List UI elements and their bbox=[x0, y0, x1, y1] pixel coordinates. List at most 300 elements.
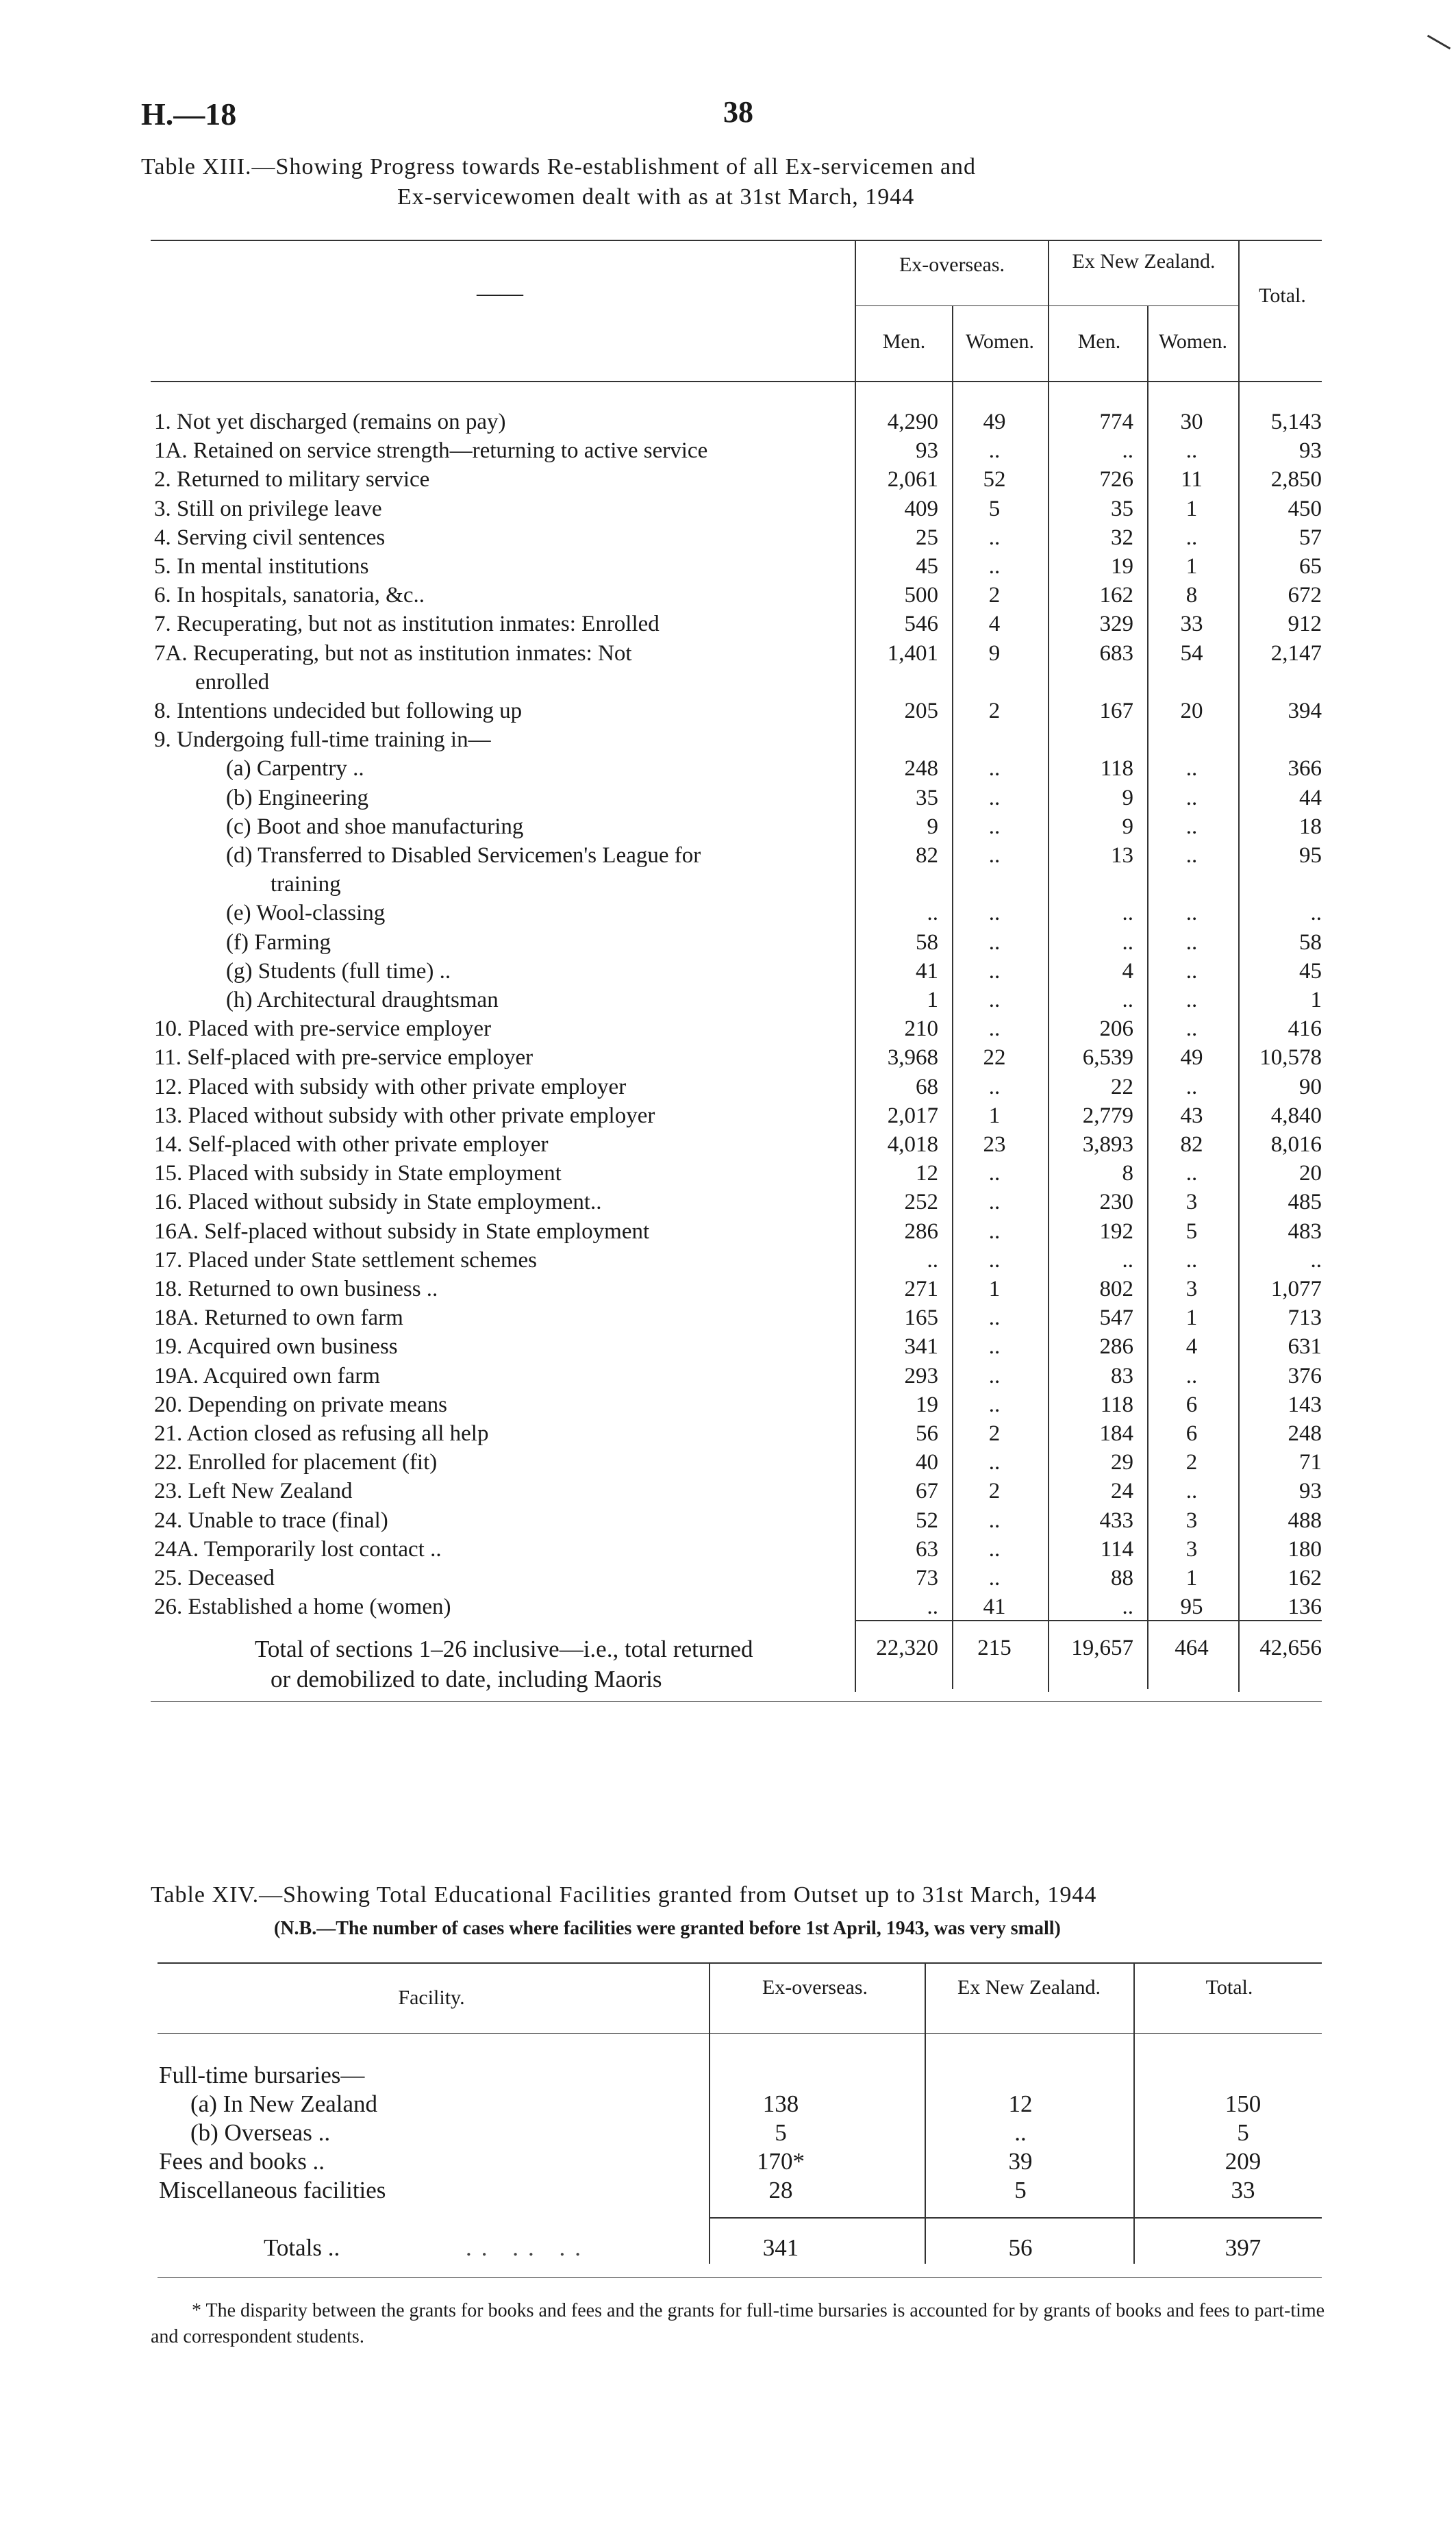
row-value: .. bbox=[988, 1334, 1001, 1360]
row-label: 20. Depending on private means bbox=[154, 1392, 447, 1417]
row-value: 1 bbox=[927, 988, 938, 1012]
row-value: 3 bbox=[1185, 1277, 1198, 1301]
total-men-overseas: 22,320 bbox=[876, 1636, 938, 1660]
table14-title: Table XIV.—Showing Total Educational Facilities granted from Outset up to 31st March, 1944 bbox=[151, 1882, 1097, 1908]
row-label: Fees and books .. bbox=[159, 2148, 325, 2175]
row-label: 1. Not yet discharged (remains on pay) bbox=[154, 410, 506, 434]
table-row bbox=[0, 1190, 1456, 1219]
table14-totals-label: Totals .. bbox=[264, 2234, 340, 2261]
row-label: 2. Returned to military service bbox=[154, 467, 430, 492]
row-value: 67 bbox=[916, 1479, 938, 1504]
row-value: 329 bbox=[1099, 612, 1133, 637]
row-value: 63 bbox=[916, 1536, 938, 1562]
table-row bbox=[0, 1219, 1456, 1248]
row-value: .. bbox=[988, 1161, 1001, 1186]
row-value: .. bbox=[1185, 958, 1198, 984]
table14-head-overseas: Ex-overseas. bbox=[762, 1976, 868, 1999]
row-value: 43 bbox=[1180, 1103, 1203, 1128]
row-value: 4,290 bbox=[887, 410, 938, 434]
row-value: 167 bbox=[1099, 699, 1133, 723]
total-women-nz: 464 bbox=[1175, 1636, 1209, 1660]
row-value: 248 bbox=[1288, 1421, 1322, 1446]
table-row bbox=[0, 1364, 1456, 1392]
row-value: 485 bbox=[1288, 1190, 1322, 1215]
row-value: 802 bbox=[1099, 1277, 1133, 1301]
table13-bottom-rule bbox=[151, 1701, 1322, 1702]
row-value: .. bbox=[1185, 1074, 1198, 1099]
row-value: 71 bbox=[1299, 1450, 1322, 1475]
table-row bbox=[0, 843, 1456, 872]
row-value: 341 bbox=[904, 1334, 938, 1360]
row-value: 35 bbox=[916, 785, 938, 810]
row-value: 9 bbox=[1122, 814, 1133, 839]
row-value: 1 bbox=[988, 1103, 1001, 1128]
row-label: 7. Recuperating, but not as institution inmates: Enrolled bbox=[154, 612, 660, 637]
row-label: (c) Boot and shoe manufacturing bbox=[226, 814, 524, 839]
row-value: 376 bbox=[1288, 1363, 1322, 1388]
row-value: 8 bbox=[1122, 1161, 1133, 1186]
row-value: 3,968 bbox=[887, 1045, 938, 1071]
row-label: 26. Established a home (women) bbox=[154, 1595, 451, 1620]
table-row bbox=[0, 1537, 1456, 1566]
table-row bbox=[0, 2090, 1456, 2121]
table-row bbox=[0, 612, 1456, 640]
table13-header-rule bbox=[151, 381, 1322, 382]
row-value: 138 bbox=[762, 2090, 799, 2117]
row-value: .. bbox=[988, 785, 1001, 810]
row-value: .. bbox=[988, 1247, 1001, 1273]
row-label: enrolled bbox=[195, 669, 270, 695]
row-value: 88 bbox=[1111, 1566, 1133, 1590]
row-label: 16A. Self-placed without subsidy in State employment bbox=[154, 1219, 650, 1244]
table-row bbox=[0, 1132, 1456, 1161]
row-value: .. bbox=[1185, 756, 1198, 782]
row-value: 252 bbox=[904, 1190, 938, 1215]
row-value: 4,018 bbox=[887, 1132, 938, 1157]
row-label: Full-time bursaries— bbox=[159, 2062, 365, 2088]
row-label: 11. Self-placed with pre-service employer bbox=[154, 1045, 534, 1071]
row-value: 547 bbox=[1099, 1306, 1133, 1331]
row-value: 5,143 bbox=[1270, 410, 1322, 434]
table14-top-rule bbox=[158, 1962, 1322, 1964]
row-value: .. bbox=[927, 1595, 938, 1620]
table14-note: (N.B.—The number of cases where facilities were granted before 1st April, 1943, was very small) bbox=[274, 1918, 1061, 1939]
row-label: 4. Serving civil sentences bbox=[154, 525, 386, 550]
table13-stub-dash: —— bbox=[477, 281, 523, 306]
row-value: 118 bbox=[1100, 1392, 1133, 1417]
row-value: .. bbox=[1185, 1016, 1198, 1042]
table13-top-rule bbox=[151, 240, 1322, 241]
row-value: 206 bbox=[1099, 1016, 1133, 1042]
row-value: 41 bbox=[983, 1595, 1006, 1620]
row-value: 1 bbox=[1185, 1566, 1198, 1590]
row-value: 450 bbox=[1288, 496, 1322, 521]
row-label: 3. Still on privilege leave bbox=[154, 496, 382, 521]
row-value: 44 bbox=[1299, 785, 1322, 810]
row-value: 2 bbox=[1185, 1450, 1198, 1475]
table-row bbox=[0, 727, 1456, 756]
table-row bbox=[0, 1248, 1456, 1277]
row-value: 1 bbox=[1185, 554, 1198, 579]
table13-title-line1: Table XIII.—Showing Progress towards Re-establishment of all Ex-servicemen and bbox=[141, 154, 977, 179]
total-men-nz: 19,657 bbox=[1071, 1636, 1133, 1660]
table-row bbox=[0, 1306, 1456, 1334]
row-value: 22 bbox=[983, 1045, 1006, 1071]
row-value: 192 bbox=[1099, 1219, 1133, 1244]
table-row bbox=[0, 1392, 1456, 1421]
table-row bbox=[0, 438, 1456, 467]
row-value: 631 bbox=[1288, 1334, 1322, 1360]
table-row bbox=[0, 1566, 1456, 1595]
row-label: (b) Overseas .. bbox=[190, 2119, 331, 2146]
row-value: .. bbox=[1185, 1363, 1198, 1388]
row-label: (d) Transferred to Disabled Servicemen's League for bbox=[226, 843, 701, 868]
row-value: 49 bbox=[1180, 1045, 1203, 1071]
row-label: 23. Left New Zealand bbox=[154, 1479, 353, 1504]
row-label: 15. Placed with subsidy in State employment bbox=[154, 1161, 562, 1186]
table-row bbox=[0, 1595, 1456, 1623]
row-value: 286 bbox=[1099, 1334, 1133, 1360]
row-value: 205 bbox=[904, 699, 938, 723]
row-value: .. bbox=[1185, 785, 1198, 810]
row-value: 29 bbox=[1111, 1450, 1133, 1475]
row-value: 4 bbox=[988, 612, 1001, 637]
row-value: .. bbox=[988, 1508, 1001, 1533]
row-value: .. bbox=[1310, 901, 1322, 926]
row-value: .. bbox=[1122, 901, 1133, 926]
row-value: .. bbox=[1014, 2119, 1027, 2146]
row-value: 136 bbox=[1288, 1595, 1322, 1620]
row-value: .. bbox=[988, 1566, 1001, 1590]
row-label: 9. Undergoing full-time training in— bbox=[154, 727, 491, 753]
row-value: 2,850 bbox=[1270, 467, 1322, 492]
table-row bbox=[0, 2177, 1456, 2207]
row-value: 433 bbox=[1099, 1508, 1133, 1533]
row-value: 56 bbox=[916, 1421, 938, 1446]
row-label: 18A. Returned to own farm bbox=[154, 1306, 403, 1331]
row-value: 1 bbox=[1310, 988, 1322, 1012]
row-value: 209 bbox=[1225, 2148, 1262, 2175]
table-row bbox=[0, 1016, 1456, 1045]
row-value: .. bbox=[988, 843, 1001, 868]
table14-footnote: * The disparity between the grants for books and fees and the grants for full-time bursaries is accounted for by grants of books and fees to part-time and correspondent students. bbox=[151, 2300, 1325, 2347]
row-value: .. bbox=[1185, 1247, 1198, 1273]
row-value: 2 bbox=[988, 1479, 1001, 1504]
row-value: 483 bbox=[1288, 1219, 1322, 1244]
row-value: .. bbox=[1185, 438, 1198, 464]
row-value: 93 bbox=[1299, 438, 1322, 464]
row-value: .. bbox=[1185, 1479, 1198, 1504]
row-value: 210 bbox=[904, 1016, 938, 1042]
table-row bbox=[0, 1421, 1456, 1450]
row-value: 114 bbox=[1100, 1536, 1133, 1562]
row-value: 500 bbox=[904, 583, 938, 608]
row-value: 488 bbox=[1288, 1508, 1322, 1533]
row-label: (b) Engineering bbox=[226, 785, 369, 810]
row-value: 19 bbox=[1111, 554, 1133, 579]
row-value: 409 bbox=[904, 496, 938, 521]
row-value: 4 bbox=[1122, 958, 1133, 984]
row-value: 2 bbox=[988, 699, 1001, 723]
table-row bbox=[0, 988, 1456, 1016]
row-value: 49 bbox=[983, 410, 1006, 434]
table-row bbox=[0, 497, 1456, 525]
row-value: .. bbox=[1185, 901, 1198, 926]
row-value: .. bbox=[1185, 843, 1198, 868]
row-value: 271 bbox=[904, 1277, 938, 1301]
row-label: 16. Placed without subsidy in State employment.. bbox=[154, 1190, 602, 1215]
table-row bbox=[0, 467, 1456, 496]
row-value: .. bbox=[988, 929, 1001, 955]
table13-total-label-1: Total of sections 1–26 inclusive—i.e., total returned bbox=[255, 1636, 753, 1662]
row-value: .. bbox=[988, 554, 1001, 579]
row-value: 23 bbox=[983, 1132, 1006, 1157]
row-value: 33 bbox=[1180, 612, 1203, 637]
row-value: 54 bbox=[1180, 640, 1203, 666]
row-value: 20 bbox=[1299, 1161, 1322, 1186]
row-value: 230 bbox=[1099, 1190, 1133, 1215]
row-label: (e) Wool-classing bbox=[226, 901, 386, 926]
row-value: 95 bbox=[1299, 843, 1322, 868]
row-value: 25 bbox=[916, 525, 938, 550]
row-value: 726 bbox=[1099, 467, 1133, 492]
row-label: (g) Students (full time) .. bbox=[226, 958, 451, 984]
row-value: .. bbox=[988, 1536, 1001, 1562]
row-value: 52 bbox=[916, 1508, 938, 1533]
table-row bbox=[0, 1450, 1456, 1479]
table13-total-row bbox=[0, 1636, 1456, 1664]
row-value: 1 bbox=[988, 1277, 1001, 1301]
table-row bbox=[0, 2119, 1456, 2149]
table-row bbox=[0, 641, 1456, 670]
row-value: 83 bbox=[1111, 1363, 1133, 1388]
table13-title-line2: Ex-servicewomen dealt with as at 31st March, 1944 bbox=[397, 184, 915, 210]
row-value: .. bbox=[988, 438, 1001, 464]
row-value: 65 bbox=[1299, 554, 1322, 579]
row-value: 6,539 bbox=[1082, 1045, 1133, 1071]
row-value: 912 bbox=[1288, 612, 1322, 637]
row-value: .. bbox=[988, 1219, 1001, 1244]
row-value: 184 bbox=[1099, 1421, 1133, 1446]
row-value: 45 bbox=[1299, 958, 1322, 984]
row-label: (a) Carpentry .. bbox=[226, 756, 364, 782]
margin-mark bbox=[1427, 35, 1451, 50]
table-row bbox=[0, 1103, 1456, 1132]
table-row bbox=[0, 959, 1456, 988]
row-value: 10,578 bbox=[1259, 1045, 1322, 1071]
row-value: 6 bbox=[1185, 1392, 1198, 1417]
row-value: 3 bbox=[1185, 1190, 1198, 1215]
row-value: 170* bbox=[757, 2148, 805, 2175]
row-label: 6. In hospitals, sanatoria, &c.. bbox=[154, 583, 425, 608]
row-value: 180 bbox=[1288, 1536, 1322, 1562]
page-number: 38 bbox=[723, 95, 753, 129]
total-grand: 42,656 bbox=[1259, 1636, 1322, 1660]
row-value: 68 bbox=[916, 1074, 938, 1099]
table-row bbox=[0, 814, 1456, 843]
row-value: 22 bbox=[1111, 1074, 1133, 1099]
row-value: 2,147 bbox=[1270, 640, 1322, 666]
table13-total-rule bbox=[856, 1620, 1322, 1621]
table14-head-facility: Facility. bbox=[398, 1986, 465, 2009]
row-value: 93 bbox=[1299, 1479, 1322, 1504]
table13-head-men-overseas: Men. bbox=[882, 330, 926, 353]
row-value: .. bbox=[1185, 1161, 1198, 1186]
row-value: 19 bbox=[916, 1392, 938, 1417]
row-value: 5 bbox=[988, 496, 1001, 521]
row-value: 95 bbox=[1180, 1595, 1203, 1620]
row-value: .. bbox=[988, 1450, 1001, 1475]
row-value: .. bbox=[988, 1016, 1001, 1042]
row-value: 713 bbox=[1288, 1306, 1322, 1331]
row-value: 18 bbox=[1299, 814, 1322, 839]
row-value: 1,077 bbox=[1270, 1277, 1322, 1301]
row-value: 2 bbox=[988, 1421, 1001, 1446]
row-value: 45 bbox=[916, 554, 938, 579]
row-value: 3 bbox=[1185, 1508, 1198, 1533]
row-value: 8 bbox=[1185, 583, 1198, 608]
table-row bbox=[0, 872, 1456, 901]
row-value: 12 bbox=[916, 1161, 938, 1186]
row-value: 82 bbox=[1180, 1132, 1203, 1157]
table-row bbox=[0, 2148, 1456, 2178]
row-value: 1 bbox=[1185, 496, 1198, 521]
table-row bbox=[0, 410, 1456, 438]
row-value: .. bbox=[988, 1363, 1001, 1388]
table14-head-total: Total. bbox=[1205, 1976, 1253, 1999]
row-value: 57 bbox=[1299, 525, 1322, 550]
row-value: 1 bbox=[1185, 1306, 1198, 1331]
row-value: 248 bbox=[904, 756, 938, 782]
row-value: 3 bbox=[1185, 1536, 1198, 1562]
leader-dots: .. .. .. bbox=[466, 2234, 590, 2261]
table13-head-women-overseas: Women. bbox=[965, 330, 1035, 353]
table14-total-rule bbox=[709, 2217, 1322, 2219]
row-value: 143 bbox=[1288, 1392, 1322, 1417]
row-value: .. bbox=[1185, 814, 1198, 839]
row-label: (h) Architectural draughtsman bbox=[226, 988, 499, 1012]
row-value: 12 bbox=[1008, 2090, 1033, 2117]
row-value: 9 bbox=[927, 814, 938, 839]
table-row bbox=[0, 2062, 1456, 2092]
row-label: 24A. Temporarily lost contact .. bbox=[154, 1536, 442, 1562]
row-value: 73 bbox=[916, 1566, 938, 1590]
table-row bbox=[0, 699, 1456, 727]
row-value: .. bbox=[988, 814, 1001, 839]
table13-head-overseas: Ex-overseas. bbox=[899, 253, 1005, 276]
row-value: 5 bbox=[1185, 1219, 1198, 1244]
table-row bbox=[0, 670, 1456, 699]
row-label: 21. Action closed as refusing all help bbox=[154, 1421, 489, 1446]
row-value: 366 bbox=[1288, 756, 1322, 782]
table-row bbox=[0, 554, 1456, 583]
row-value: .. bbox=[988, 756, 1001, 782]
table-row bbox=[0, 525, 1456, 554]
row-label: 1A. Retained on service strength—returning to active service bbox=[154, 438, 708, 464]
table-row bbox=[0, 1334, 1456, 1363]
row-value: 9 bbox=[1122, 785, 1133, 810]
row-value: 39 bbox=[1008, 2148, 1033, 2175]
row-label: 18. Returned to own business .. bbox=[154, 1277, 438, 1301]
row-value: 774 bbox=[1099, 410, 1133, 434]
table14-bottom-rule bbox=[158, 2277, 1322, 2278]
row-value: 416 bbox=[1288, 1016, 1322, 1042]
row-value: .. bbox=[1122, 438, 1133, 464]
table14-total-overseas: 341 bbox=[762, 2234, 799, 2261]
row-value: 5 bbox=[775, 2119, 787, 2146]
row-label: training bbox=[271, 872, 341, 897]
row-value: 683 bbox=[1099, 640, 1133, 666]
table-row bbox=[0, 1277, 1456, 1306]
row-label: 19. Acquired own business bbox=[154, 1334, 398, 1360]
row-value: 150 bbox=[1225, 2090, 1262, 2117]
row-value: 24 bbox=[1111, 1479, 1133, 1504]
row-value: 41 bbox=[916, 958, 938, 984]
row-value: 58 bbox=[1299, 929, 1322, 955]
row-label: 25. Deceased bbox=[154, 1566, 275, 1590]
table-row bbox=[0, 583, 1456, 612]
row-label: 8. Intentions undecided but following up bbox=[154, 699, 523, 723]
row-value: 33 bbox=[1231, 2177, 1255, 2203]
row-value: .. bbox=[988, 525, 1001, 550]
row-value: .. bbox=[1185, 988, 1198, 1012]
table-row bbox=[0, 930, 1456, 959]
row-value: .. bbox=[988, 1074, 1001, 1099]
row-value: 40 bbox=[916, 1450, 938, 1475]
table-row bbox=[0, 1161, 1456, 1190]
row-value: 286 bbox=[904, 1219, 938, 1244]
row-value: .. bbox=[988, 1306, 1001, 1331]
row-label: 19A. Acquired own farm bbox=[154, 1363, 380, 1388]
table-row bbox=[0, 786, 1456, 814]
row-value: 30 bbox=[1180, 410, 1203, 434]
row-label: 13. Placed without subsidy with other private employer bbox=[154, 1103, 655, 1128]
row-value: 13 bbox=[1111, 843, 1133, 868]
row-value: 5 bbox=[1237, 2119, 1249, 2146]
row-value: 90 bbox=[1299, 1074, 1322, 1099]
table14-header-rule bbox=[158, 2033, 1322, 2034]
row-value: .. bbox=[1122, 1247, 1133, 1273]
row-label: 17. Placed under State settlement schemes bbox=[154, 1247, 538, 1273]
row-label: 24. Unable to trace (final) bbox=[154, 1508, 388, 1533]
table14-total-grand: 397 bbox=[1225, 2234, 1262, 2261]
row-value: 394 bbox=[1288, 699, 1322, 723]
table13-head-men-nz: Men. bbox=[1077, 330, 1121, 353]
row-value: 9 bbox=[988, 640, 1001, 666]
table13-total-label-2: or demobilized to date, including Maoris bbox=[271, 1666, 662, 1693]
row-value: 162 bbox=[1288, 1566, 1322, 1590]
row-label: 14. Self-placed with other private employer bbox=[154, 1132, 549, 1157]
row-value: .. bbox=[1185, 929, 1198, 955]
row-value: 2,061 bbox=[887, 467, 938, 492]
row-value: 52 bbox=[983, 467, 1006, 492]
row-value: 4,840 bbox=[1270, 1103, 1322, 1128]
row-value: 162 bbox=[1099, 583, 1133, 608]
total-women-overseas: 215 bbox=[977, 1636, 1012, 1660]
row-value: 5 bbox=[1014, 2177, 1027, 2203]
row-value: 672 bbox=[1288, 583, 1322, 608]
row-value: 8,016 bbox=[1270, 1132, 1322, 1157]
row-value: .. bbox=[1122, 1595, 1133, 1620]
row-label: (f) Farming bbox=[226, 929, 331, 955]
row-value: 58 bbox=[916, 929, 938, 955]
row-value: 165 bbox=[904, 1306, 938, 1331]
row-value: .. bbox=[927, 1247, 938, 1273]
row-value: 32 bbox=[1111, 525, 1133, 550]
row-value: 3,893 bbox=[1082, 1132, 1133, 1157]
row-value: 118 bbox=[1100, 756, 1133, 782]
row-value: 2,779 bbox=[1082, 1103, 1133, 1128]
